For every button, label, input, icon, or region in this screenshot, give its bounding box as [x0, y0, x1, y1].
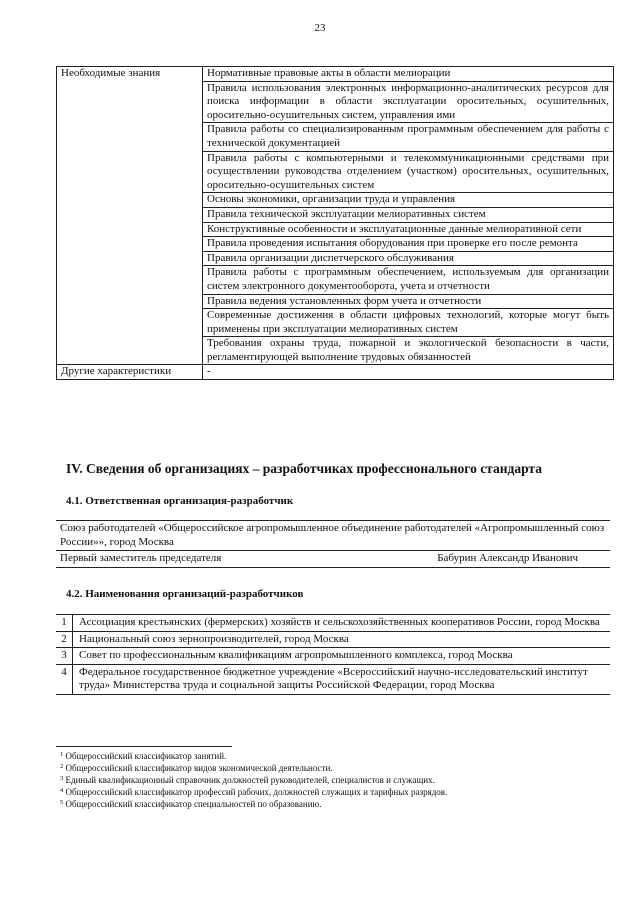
footnote	[60, 786, 447, 798]
footnote-mark: 1	[60, 751, 64, 758]
knowledge-item: Правила работы с компьютерными и телекоммуникационными средствами при осуществлении руководства отделением (участком) оросительных, осушительных, оросительно-осушительных систем	[203, 151, 614, 193]
developer-number: 3	[56, 648, 73, 665]
knowledge-item: Правила работы с программным обеспечением, используемым для организации систем электронного документооборота, учета и отчетности	[203, 266, 614, 294]
knowledge-item: Правила использования электронных информационно-аналитических ресурсов для поиска информации в области эксплуатации оросительных, осушительных, оросительно-осушительных систем, управления ими	[203, 81, 614, 123]
footnote	[60, 762, 447, 774]
footnote-mark: 2	[60, 763, 64, 770]
responsible-org-title: 4.1. Ответственная организация-разработчик	[66, 495, 294, 507]
table-row	[56, 631, 610, 648]
developer-name: Федеральное государственное бюджетное учреждение «Всероссийский научно-исследовательский институт труда» Министерства труда и социальной защиты Российской Федерации, город Москва	[73, 664, 611, 694]
knowledge-item: Основы экономики, организации труда и управления	[203, 193, 614, 208]
footnote	[60, 750, 447, 762]
knowledge-label: Необходимые знания	[57, 67, 203, 365]
footnotes	[60, 750, 447, 810]
developer-name: Ассоциация крестьянских (фермерских) хозяйств и сельскохозяйственных кооперативов России, город Москва	[73, 615, 611, 632]
knowledge-item: Правила ведения установленных форм учета и отчетности	[203, 294, 614, 309]
footnote-mark: 4	[60, 787, 64, 794]
developers-title: 4.2. Наименования организаций-разработчиков	[66, 588, 304, 600]
knowledge-item: Нормативные правовые акты в области мелиорации	[203, 67, 614, 82]
footnote	[60, 774, 447, 786]
signer-position: Первый заместитель председателя	[60, 552, 222, 565]
knowledge-item: Правила работы со специализированным программным обеспечением для работы с технической документацией	[203, 123, 614, 151]
footnote	[60, 798, 447, 810]
table-row	[56, 664, 610, 694]
knowledge-item: Правила организации диспетчерского обслуживания	[203, 251, 614, 266]
footnote-divider	[56, 746, 232, 747]
section-title: IV. Сведения об организациях – разработчиках профессионального стандарта	[66, 461, 542, 476]
footnote-mark: 5	[60, 799, 64, 806]
table-row	[56, 648, 610, 665]
developer-name: Совет по профессиональным квалификациям агропромышленного комплекса, город Москва	[73, 648, 611, 665]
knowledge-item: Конструктивные особенности и эксплуатационные данные мелиоративной сети	[203, 222, 614, 237]
footnote-text: Единый квалификационный справочник должностей руководителей, специалистов и служащих.	[65, 775, 435, 785]
footnote-mark: 3	[60, 775, 64, 782]
knowledge-item: Правила технической эксплуатации мелиоративных систем	[203, 207, 614, 222]
footnote-text: Общероссийский классификатор видов экономической деятельности.	[65, 763, 333, 773]
developer-number: 1	[56, 615, 73, 632]
knowledge-item: Требования охраны труда, пожарной и экологической безопасности в части, регламентирующей выполнение трудовых обязанностей	[203, 337, 614, 365]
footnote-text: Общероссийский классификатор профессий рабочих, должностей служащих и тарифных разрядов.	[65, 787, 448, 797]
table-row	[56, 615, 610, 632]
other-characteristics-label: Другие характеристики	[57, 365, 203, 380]
footnote-text: Общероссийский классификатор занятий.	[65, 751, 227, 761]
developer-number: 4	[56, 664, 73, 694]
other-characteristics-value: -	[203, 365, 614, 380]
page-number: 23	[314, 22, 326, 34]
developer-number: 2	[56, 631, 73, 648]
knowledge-item: Правила проведения испытания оборудования при проверке его после ремонта	[203, 237, 614, 252]
signer-row	[56, 551, 610, 568]
signer-name: Бабурин Александр Иванович	[437, 552, 578, 565]
responsible-org-name: Союз работодателей «Общероссийское агропромышленное объединение работодателей «Агропромышленный союз России»», город Москва	[56, 521, 610, 551]
developers-table	[56, 614, 610, 695]
developer-name: Национальный союз зернопроизводителей, город Москва	[73, 631, 611, 648]
required-knowledge-table	[56, 66, 614, 380]
footnote-text: Общероссийский классификатор специальностей по образованию.	[65, 799, 322, 809]
responsible-org-table	[56, 520, 610, 568]
knowledge-item: Современные достижения в области цифровых технологий, которые могут быть применены при эксплуатации мелиоративных систем	[203, 309, 614, 337]
